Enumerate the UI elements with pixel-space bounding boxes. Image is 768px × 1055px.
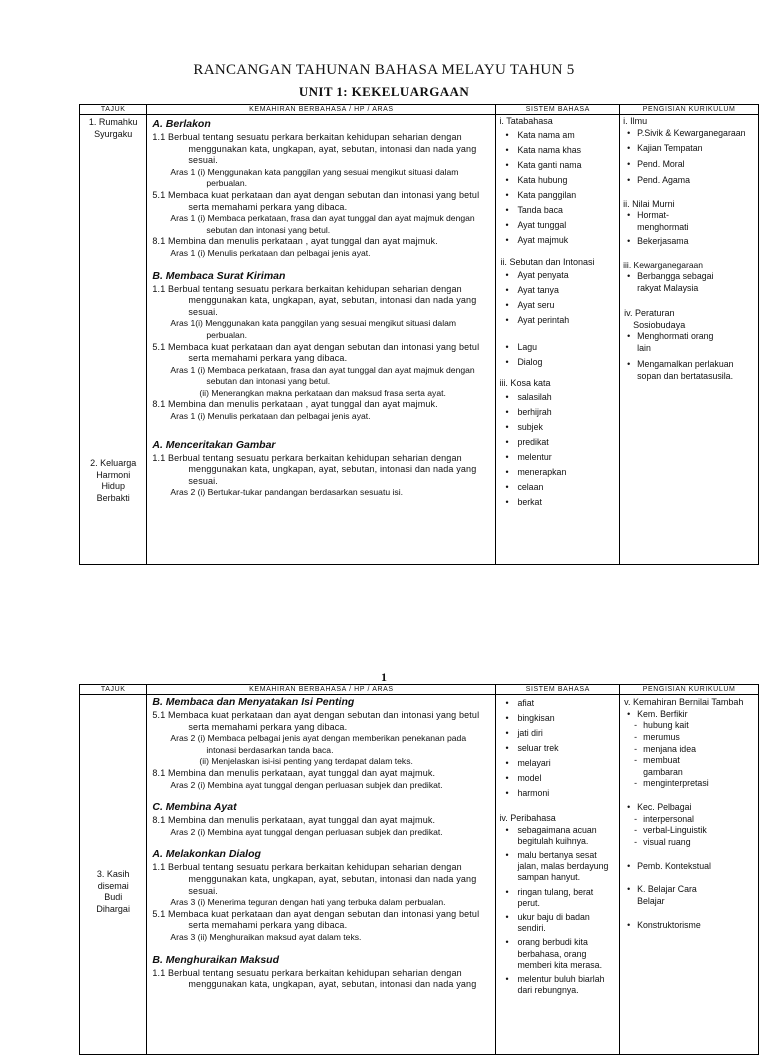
section-heading: B. Menghuraikan Maksud — [152, 953, 279, 966]
section-heading: A. Menceritakan Gambar — [152, 438, 276, 451]
aras-text: Aras 1 (i) Menulis perkataan dan pelbagai jenis ayat. — [170, 247, 371, 258]
berfikir-list — [623, 720, 755, 790]
pengisian-heading: iv. Peraturan Sosiobudaya — [624, 307, 686, 330]
tajuk-line: Harmoni — [96, 469, 131, 480]
kosa-kata-list — [499, 390, 616, 510]
list-item: • Kajian Tempatan — [623, 143, 755, 155]
list-item: • Menghormati orang lain — [623, 331, 755, 355]
list-item: • salasilah — [499, 390, 616, 405]
standard-text: 1.1 Berbual tentang sesuatu perkara berkaitan kehidupan seharian dengan menggunakan kata, ungkapan, ayat, sebutan, intonasi dan nada yang sesuai. — [152, 452, 477, 486]
aras-text: Aras 3 (i) Menerima teguran dengan hati yang terbuka dalam perbualan. — [170, 897, 446, 908]
tajuk-cell — [80, 695, 147, 1055]
list-item: • Ayat perintah — [499, 313, 616, 328]
list-item: • predikat — [499, 435, 616, 450]
list-item: • ringan tulang, berat perut. — [499, 887, 616, 909]
list-item: • melentur — [499, 450, 616, 465]
tajuk-line: 2. Keluarga — [90, 458, 137, 469]
section-heading: A. Melakonkan Dialog — [152, 848, 261, 861]
standard-text: 1.1 Berbual tentang sesuatu perkara berkaitan kehidupan seharian dengan menggunakan kata, ungkapan, ayat, sebutan, intonasi dan nada yang sesuai. — [152, 283, 477, 317]
standard-text: 5.1 Membaca kuat perkataan dan ayat dengan sebutan dan intonasi yang betul serta memahami perkara yang dibaca. — [152, 341, 480, 364]
col-header-pengisian: PENGISIAN KURIKULUM — [620, 685, 759, 695]
tajuk-line: disemai — [97, 880, 129, 891]
list-item: - visual ruang — [631, 837, 755, 849]
sistem-cell — [496, 695, 620, 1055]
aras-text: Aras 2 (i) Bertukar-tukar pandangan berdasarkan sesuatu isi. — [170, 487, 404, 498]
list-item: • Hormat-menghormati — [623, 210, 755, 234]
tajuk-cell — [80, 115, 147, 565]
standard-text: 8.1 Membina dan menulis perkataan, ayat tunggal dan ayat majmuk. — [152, 767, 436, 778]
unit-title: UNIT 1: KEKELUARGAAN — [298, 84, 470, 99]
pengisian-cell — [620, 695, 759, 1055]
tajuk-line: Syurgaku — [94, 128, 133, 139]
list-item: • Konstruktorisme — [623, 920, 755, 932]
list-item: • jati diri — [499, 726, 616, 741]
section-heading: B. Membaca dan Menyatakan Isi Penting — [152, 696, 355, 708]
col-header-sistem: SISTEM BAHASA — [496, 105, 620, 115]
pengisian-heading: v. Kemahiran Bernilai Tambah — [624, 697, 744, 707]
section-heading: A. Berlakon — [152, 118, 211, 130]
standard-text: 8.1 Membina dan menulis perkataan , ayat tunggal dan ayat majmuk. — [152, 236, 438, 247]
section-heading: B. Membaca Surat Kiriman — [152, 269, 286, 282]
standard-text: 8.1 Membina dan menulis perkataan , ayat tunggal dan ayat majmuk. — [152, 399, 438, 410]
list-item: • berkat — [499, 495, 616, 510]
peribahasa-list — [499, 825, 616, 997]
aras-text: Aras 1 (i) Membaca perkataan, frasa dan ayat tunggal dan ayat majmuk dengan sebutan dan intonasi yang betul. — [170, 364, 475, 387]
tajuk-line: 1. Rumahku — [88, 117, 138, 127]
standard-text: 1.1 Berbual tentang sesuatu perkara berkaitan kehidupan seharian dengan menggunakan kata, ungkapan, ayat, sebutan, intonasi dan nada yang sesuai. — [152, 132, 477, 166]
aras-text: Aras 3 (ii) Menghuraikan maksud ayat dalam teks. — [170, 931, 362, 942]
list-item: • Kem. Berfikir — [623, 709, 755, 721]
list-item: - membuat gambaran — [631, 755, 755, 778]
pengisian-heading: ii. Nilai Murni — [623, 198, 675, 209]
list-item: • ukur baju di badan sendiri. — [499, 912, 616, 934]
kewarganegaraan-list — [623, 271, 755, 295]
kecerdasan-list — [623, 802, 755, 814]
list-item: • melentur buluh biarlah dari rebungnya. — [499, 974, 616, 996]
list-item: - hubung kait — [631, 720, 755, 732]
kemahiran-cell — [147, 115, 496, 565]
list-item: • Berbangga sebagai rakyat Malaysia — [623, 271, 755, 295]
plan-table-page-1 — [79, 104, 759, 565]
col-header-tajuk: TAJUK — [80, 685, 147, 695]
col-header-sistem: SISTEM BAHASA — [496, 685, 620, 695]
list-item: • Bekerjasama — [623, 236, 755, 248]
list-item: • orang berbudi kita berbahasa, orang memberi kita merasa. — [499, 937, 616, 971]
table-header-row — [80, 105, 759, 115]
belajar-list — [623, 884, 755, 908]
table-header-row — [80, 685, 759, 695]
list-item: • Pend. Agama — [623, 175, 755, 187]
table-row — [80, 115, 759, 565]
list-item: - interpersonal — [631, 814, 755, 826]
pengisian-heading: i. Ilmu — [623, 116, 648, 126]
list-item: • subjek — [499, 420, 616, 435]
standard-text: 1.1 Berbual tentang sesuatu perkara berkaitan kehidupan seharian dengan menggunakan kata, ungkapan, ayat, sebutan, intonasi dan nada yang sesuai. — [152, 862, 477, 896]
table-row — [80, 695, 759, 1055]
list-item: - menginterpretasi — [631, 778, 755, 790]
sebutan-list — [499, 268, 616, 328]
sebutan-list-2 — [499, 340, 616, 370]
list-item: • model — [499, 771, 616, 786]
list-item: • Tanda baca — [499, 203, 616, 218]
col-header-tajuk: TAJUK — [80, 105, 147, 115]
kemahiran-list — [623, 709, 755, 721]
ilmu-list — [623, 128, 755, 187]
tajuk-line: Dihargai — [96, 903, 130, 914]
document-title: RANCANGAN TAHUNAN BAHASA MELAYU TAHUN 5 — [193, 62, 575, 78]
kecerdasan-sub-list — [623, 814, 755, 849]
aras-text: Aras 1 (i) Membaca perkataan, frasa dan ayat tunggal dan ayat majmuk dengan sebutan dan intonasi yang betul. — [170, 213, 475, 235]
list-item: • Pemb. Kontekstual — [623, 861, 755, 873]
aras-text: Aras 2 (i) Membina ayat tunggal dengan perluasan subjek dan predikat. — [170, 779, 443, 790]
tajuk-line: Berbakti — [96, 492, 130, 503]
list-item: • malu bertanya sesat jalan, malas berdayung sampan hanyut. — [499, 850, 616, 884]
aras-text: (ii) Menerangkan makna perkataan dan maksud frasa serta ayat. — [199, 387, 446, 398]
list-item: • Kata panggilan — [499, 188, 616, 203]
standard-text: 5.1 Membaca kuat perkataan dan ayat dengan sebutan dan intonasi yang betul serta memahami perkara yang dibaca. — [152, 710, 480, 732]
list-item: • P.Sivik & Kewarganegaraan — [623, 128, 755, 140]
list-item: • Ayat tanya — [499, 283, 616, 298]
nilai-list — [623, 210, 755, 247]
standard-text: 5.1 Membaca kuat perkataan dan ayat dengan sebutan dan intonasi yang betul serta memahami perkara yang dibaca. — [152, 908, 480, 931]
list-item: • Ayat seru — [499, 298, 616, 313]
col-header-kemahiran: KEMAHIRAN BERBAHASA / HP / ARAS — [147, 685, 496, 695]
standard-text: 8.1 Membina dan menulis perkataan, ayat tunggal dan ayat majmuk. — [152, 815, 436, 826]
list-item: • Lagu — [499, 340, 616, 355]
sistem-heading: ii. Sebutan dan Intonasi — [500, 256, 595, 267]
list-item: • Kata nama khas — [499, 143, 616, 158]
list-item: • seluar trek — [499, 741, 616, 756]
list-item: • bingkisan — [499, 711, 616, 726]
standard-text: 1.1 Berbual tentang sesuatu perkara berkaitan kehidupan seharian dengan menggunakan kata, ungkapan, ayat, sebutan, intonasi dan nada yang — [152, 967, 477, 990]
list-item: • melayari — [499, 756, 616, 771]
tajuk-line: Hidup — [101, 481, 125, 492]
col-header-pengisian: PENGISIAN KURIKULUM — [620, 105, 759, 115]
tajuk-line: Budi — [104, 892, 123, 903]
list-item: • Ayat penyata — [499, 268, 616, 283]
tajuk-line: 3. Kasih — [96, 869, 130, 879]
list-item: • K. Belajar Cara Belajar — [623, 884, 755, 908]
pembelajaran-list — [623, 861, 755, 873]
list-item: • Kata ganti nama — [499, 158, 616, 173]
standard-text: 5.1 Membaca kuat perkataan dan ayat dengan sebutan dan intonasi yang betul serta memahami perkara yang dibaca. — [152, 189, 480, 212]
page-number: 1 — [381, 670, 387, 684]
aras-text: Aras 2 (i) Membaca pelbagai jenis ayat dengan memberikan penekanan pada intonasi berdasarkan tanda baca. — [170, 733, 467, 755]
list-item: • Kata nama am — [499, 128, 616, 143]
sistem-heading: iii. Kosa kata — [499, 378, 551, 389]
aras-text: (ii) Menjelaskan isi-isi penting yang terdapat dalam teks. — [199, 756, 413, 767]
list-item: • berhijrah — [499, 405, 616, 420]
konstruktorisme-list — [623, 920, 755, 932]
list-item: • celaan — [499, 480, 616, 495]
sistem-cell — [496, 115, 620, 565]
list-item: - verbal-Linguistik — [631, 825, 755, 837]
list-item: • Pend. Moral — [623, 159, 755, 171]
kosa-kata-list — [499, 696, 616, 801]
plan-table-page-2 — [79, 684, 759, 1055]
aras-text: Aras 1 (i) Menggunakan kata panggilan yang sesuai mengikut situasi dalam perbualan. — [170, 166, 459, 189]
tatabahasa-list — [499, 128, 616, 248]
section-heading: C. Membina Ayat — [152, 801, 237, 814]
aras-text: Aras 1(i) Menggunakan kata panggilan yang sesuai mengikut situasi dalam perbualan. — [170, 318, 457, 340]
list-item: • Mengamalkan perlakuan sopan dan bertatasusila. — [623, 359, 755, 383]
list-item: • afiat — [499, 696, 616, 711]
list-item: • Kata hubung — [499, 173, 616, 188]
aras-text: Aras 2 (i) Membina ayat tunggal dengan perluasan subjek dan predikat. — [170, 826, 443, 837]
sistem-heading: i. Tatabahasa — [499, 116, 553, 126]
list-item: • Kec. Pelbagai — [623, 802, 755, 814]
list-item: • menerapkan — [499, 465, 616, 480]
list-item: • Ayat majmuk — [499, 233, 616, 248]
kemahiran-cell — [147, 695, 496, 1055]
pengisian-heading: iii. Kewarganegaraan — [623, 259, 704, 270]
aras-text: Aras 1 (i) Menulis perkataan dan pelbagai jenis ayat. — [170, 411, 371, 422]
list-item: - merumus — [631, 732, 755, 744]
list-item: • harmoni — [499, 786, 616, 801]
list-item: • Dialog — [499, 355, 616, 370]
list-item: • sebagaimana acuan begitulah kuihnya. — [499, 825, 616, 847]
sosiobudaya-list — [623, 331, 755, 382]
col-header-kemahiran: KEMAHIRAN BERBAHASA / HP / ARAS — [147, 105, 496, 115]
list-item: • Ayat tunggal — [499, 218, 616, 233]
pengisian-cell — [620, 115, 759, 565]
sistem-heading: iv. Peribahasa — [499, 813, 556, 823]
list-item: - menjana idea — [631, 744, 755, 756]
